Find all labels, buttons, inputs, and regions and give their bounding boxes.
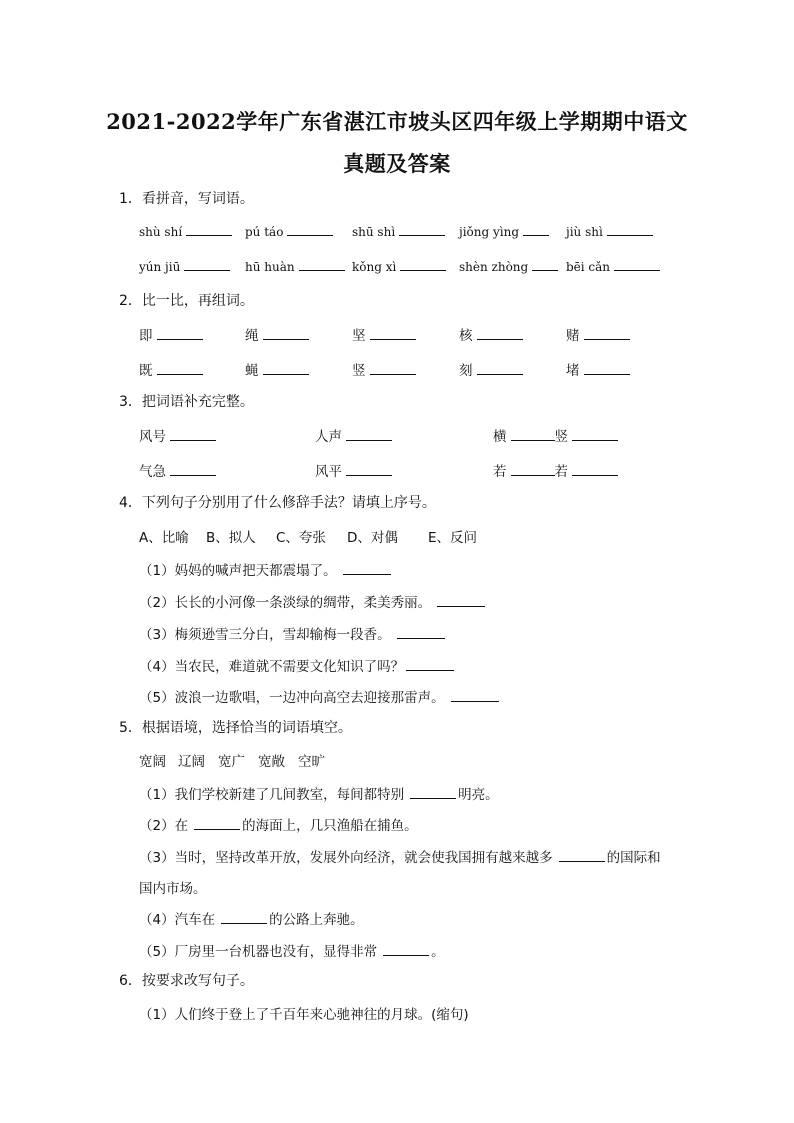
pinyin-item [245,223,333,239]
char-text: 堵 [566,363,580,379]
answer-blank[interactable] [532,258,558,271]
answer-blank[interactable] [399,223,445,236]
answer-blank[interactable] [157,362,203,375]
pinyin-text: shù shí [139,225,183,239]
pinyin-text: shū shì [352,225,396,239]
char-text: 绳 [245,328,259,344]
pinyin-text: pú táo [245,225,284,239]
item-text: 。 [431,944,445,960]
idiom-text: 竖 [554,429,568,445]
q4-item-1 [139,559,391,579]
q6-heading: 6．按要求改写句子。 [119,973,254,989]
q1-heading: 1．看拼音，写词语。 [119,191,254,207]
answer-blank[interactable] [263,327,309,340]
idiom-item [315,460,392,480]
item-text: （3）梅须逊雪三分白，雪却输梅一段香。 [139,627,391,643]
answer-blank[interactable] [614,258,660,271]
answer-blank[interactable] [584,362,630,375]
pinyin-item [139,223,232,239]
idiom-item [493,425,618,445]
q5-heading: 5．根据语境，选择恰当的词语填空。 [119,720,352,736]
answer-blank[interactable] [523,223,549,236]
q4-item-4 [139,655,454,675]
answer-blank[interactable] [157,327,203,340]
pinyin-item [245,258,345,274]
item-text: 的海面上，几只渔船在捕鱼。 [242,818,418,834]
answer-blank[interactable] [572,463,618,476]
item-text: 的国际和 [606,850,661,866]
idiom-text: 横 [493,429,507,445]
char-text: 即 [139,328,153,344]
q5-item-3 [139,846,661,866]
char-item [245,324,309,344]
char-item [459,359,523,379]
item-text: （2）在 [139,818,189,834]
idiom-text: 风平 [315,464,342,480]
answer-blank[interactable] [400,258,446,271]
answer-blank[interactable] [477,327,523,340]
answer-blank[interactable] [410,786,456,799]
char-item [139,324,203,344]
q5-item-4 [139,908,364,928]
item-text: （4）当农民，难道就不需要文化知识了吗？ [139,659,405,675]
answer-blank[interactable] [607,223,653,236]
answer-blank[interactable] [451,689,499,702]
q6-item-1: （1）人们终于登上了千百年来心驰神往的月球。(缩句) [139,1007,469,1023]
answer-blank[interactable] [572,428,618,441]
pinyin-text: bēi cǎn [566,260,611,274]
char-item [352,359,416,379]
pinyin-text: shèn zhòng [459,260,529,274]
answer-blank[interactable] [346,428,392,441]
item-text: （1）我们学校新建了几间教室，每间都特别 [139,787,405,803]
q5-item-2 [139,814,418,834]
option-e: E、反问 [428,530,478,546]
option-c: C、夸张 [276,530,326,546]
item-text: （5）波浪一边歌唱，一边冲向高空去迎接那雷声。 [139,690,445,706]
answer-blank[interactable] [559,849,605,862]
answer-blank[interactable] [186,223,232,236]
q2-heading: 2．比一比，再组词。 [119,293,254,309]
answer-blank[interactable] [406,658,454,671]
word-option: 辽阔 [178,754,205,770]
idiom-text: 人声 [315,429,342,445]
answer-blank[interactable] [584,327,630,340]
pinyin-item [139,258,230,274]
q4-item-2 [139,591,485,611]
char-text: 刻 [459,363,473,379]
pinyin-item [459,258,558,274]
idiom-item [493,460,618,480]
answer-blank[interactable] [263,362,309,375]
idiom-text: 若 [493,464,507,480]
idiom-text: 气急 [139,464,166,480]
pinyin-item [566,258,660,274]
pinyin-item [352,258,446,274]
option-a: A、比喻 [139,530,189,546]
item-text: （2）长长的小河像一条淡绿的绸带，柔美秀丽。 [139,595,432,611]
document-title-line2: 真题及答案 [343,151,451,176]
option-b: B、拟人 [206,530,256,546]
answer-blank[interactable] [221,911,267,924]
q4-heading: 4．下列句子分别用了什么修辞手法？请填上序号。 [119,495,436,511]
pinyin-text: hū huàn [245,260,295,274]
answer-blank[interactable] [370,362,416,375]
char-text: 既 [139,363,153,379]
pinyin-text: yún jiū [139,260,181,274]
char-text: 坚 [352,328,366,344]
answer-blank[interactable] [511,428,555,441]
item-text: （4）汽车在 [139,912,216,928]
answer-blank[interactable] [477,362,523,375]
item-text: （5）厂房里一台机器也没有，显得非常 [139,944,378,960]
char-item [566,359,630,379]
answer-blank[interactable] [383,943,429,956]
char-text: 竖 [352,363,366,379]
answer-blank[interactable] [299,258,345,271]
answer-blank[interactable] [346,463,392,476]
answer-blank[interactable] [397,626,445,639]
char-item [459,324,523,344]
pinyin-item [459,223,549,239]
idiom-text: 风号 [139,429,166,445]
char-item [245,359,309,379]
q5-item-1 [139,783,499,803]
document-title-line1: 2021-2022学年广东省湛江市坡头区四年级上学期期中语文 [106,109,688,134]
answer-blank[interactable] [170,463,216,476]
q5-item-5 [139,940,445,960]
idiom-item [315,425,392,445]
char-item [139,359,203,379]
word-option: 宽广 [218,754,245,770]
pinyin-text: jiù shì [566,225,603,239]
answer-blank[interactable] [170,428,216,441]
q3-heading: 3．把词语补充完整。 [119,394,254,410]
word-option: 宽敞 [258,754,285,770]
pinyin-item [566,223,653,239]
pinyin-item [352,223,445,239]
answer-blank[interactable] [184,258,230,271]
char-item [566,324,630,344]
word-option: 宽阔 [139,754,166,770]
q4-item-3 [139,623,445,643]
char-text: 蝇 [245,363,259,379]
answer-blank[interactable] [194,817,240,830]
word-option: 空旷 [298,754,325,770]
idiom-item [139,460,216,480]
item-text: （1）妈妈的喊声把天都震塌了。 [139,563,337,579]
item-text: 明亮。 [458,787,499,803]
char-text: 核 [459,328,473,344]
char-item [352,324,416,344]
option-d: D、对偶 [347,530,398,546]
idiom-item [139,425,216,445]
answer-blank[interactable] [437,594,485,607]
idiom-text: 若 [554,464,568,480]
q5-item-3-continued: 国内市场。 [139,881,207,897]
pinyin-text: kǒng xì [352,260,397,274]
item-text: （3）当时，坚持改革开放，发展外向经济，就会使我国拥有越来越多 [139,850,553,866]
pinyin-text: jiǒng yìng [459,225,520,239]
item-text: 的公路上奔驰。 [269,912,364,928]
answer-blank[interactable] [370,327,416,340]
char-text: 赌 [566,328,580,344]
answer-blank[interactable] [343,562,391,575]
q4-item-5 [139,686,499,706]
answer-blank[interactable] [511,463,555,476]
answer-blank[interactable] [287,223,333,236]
